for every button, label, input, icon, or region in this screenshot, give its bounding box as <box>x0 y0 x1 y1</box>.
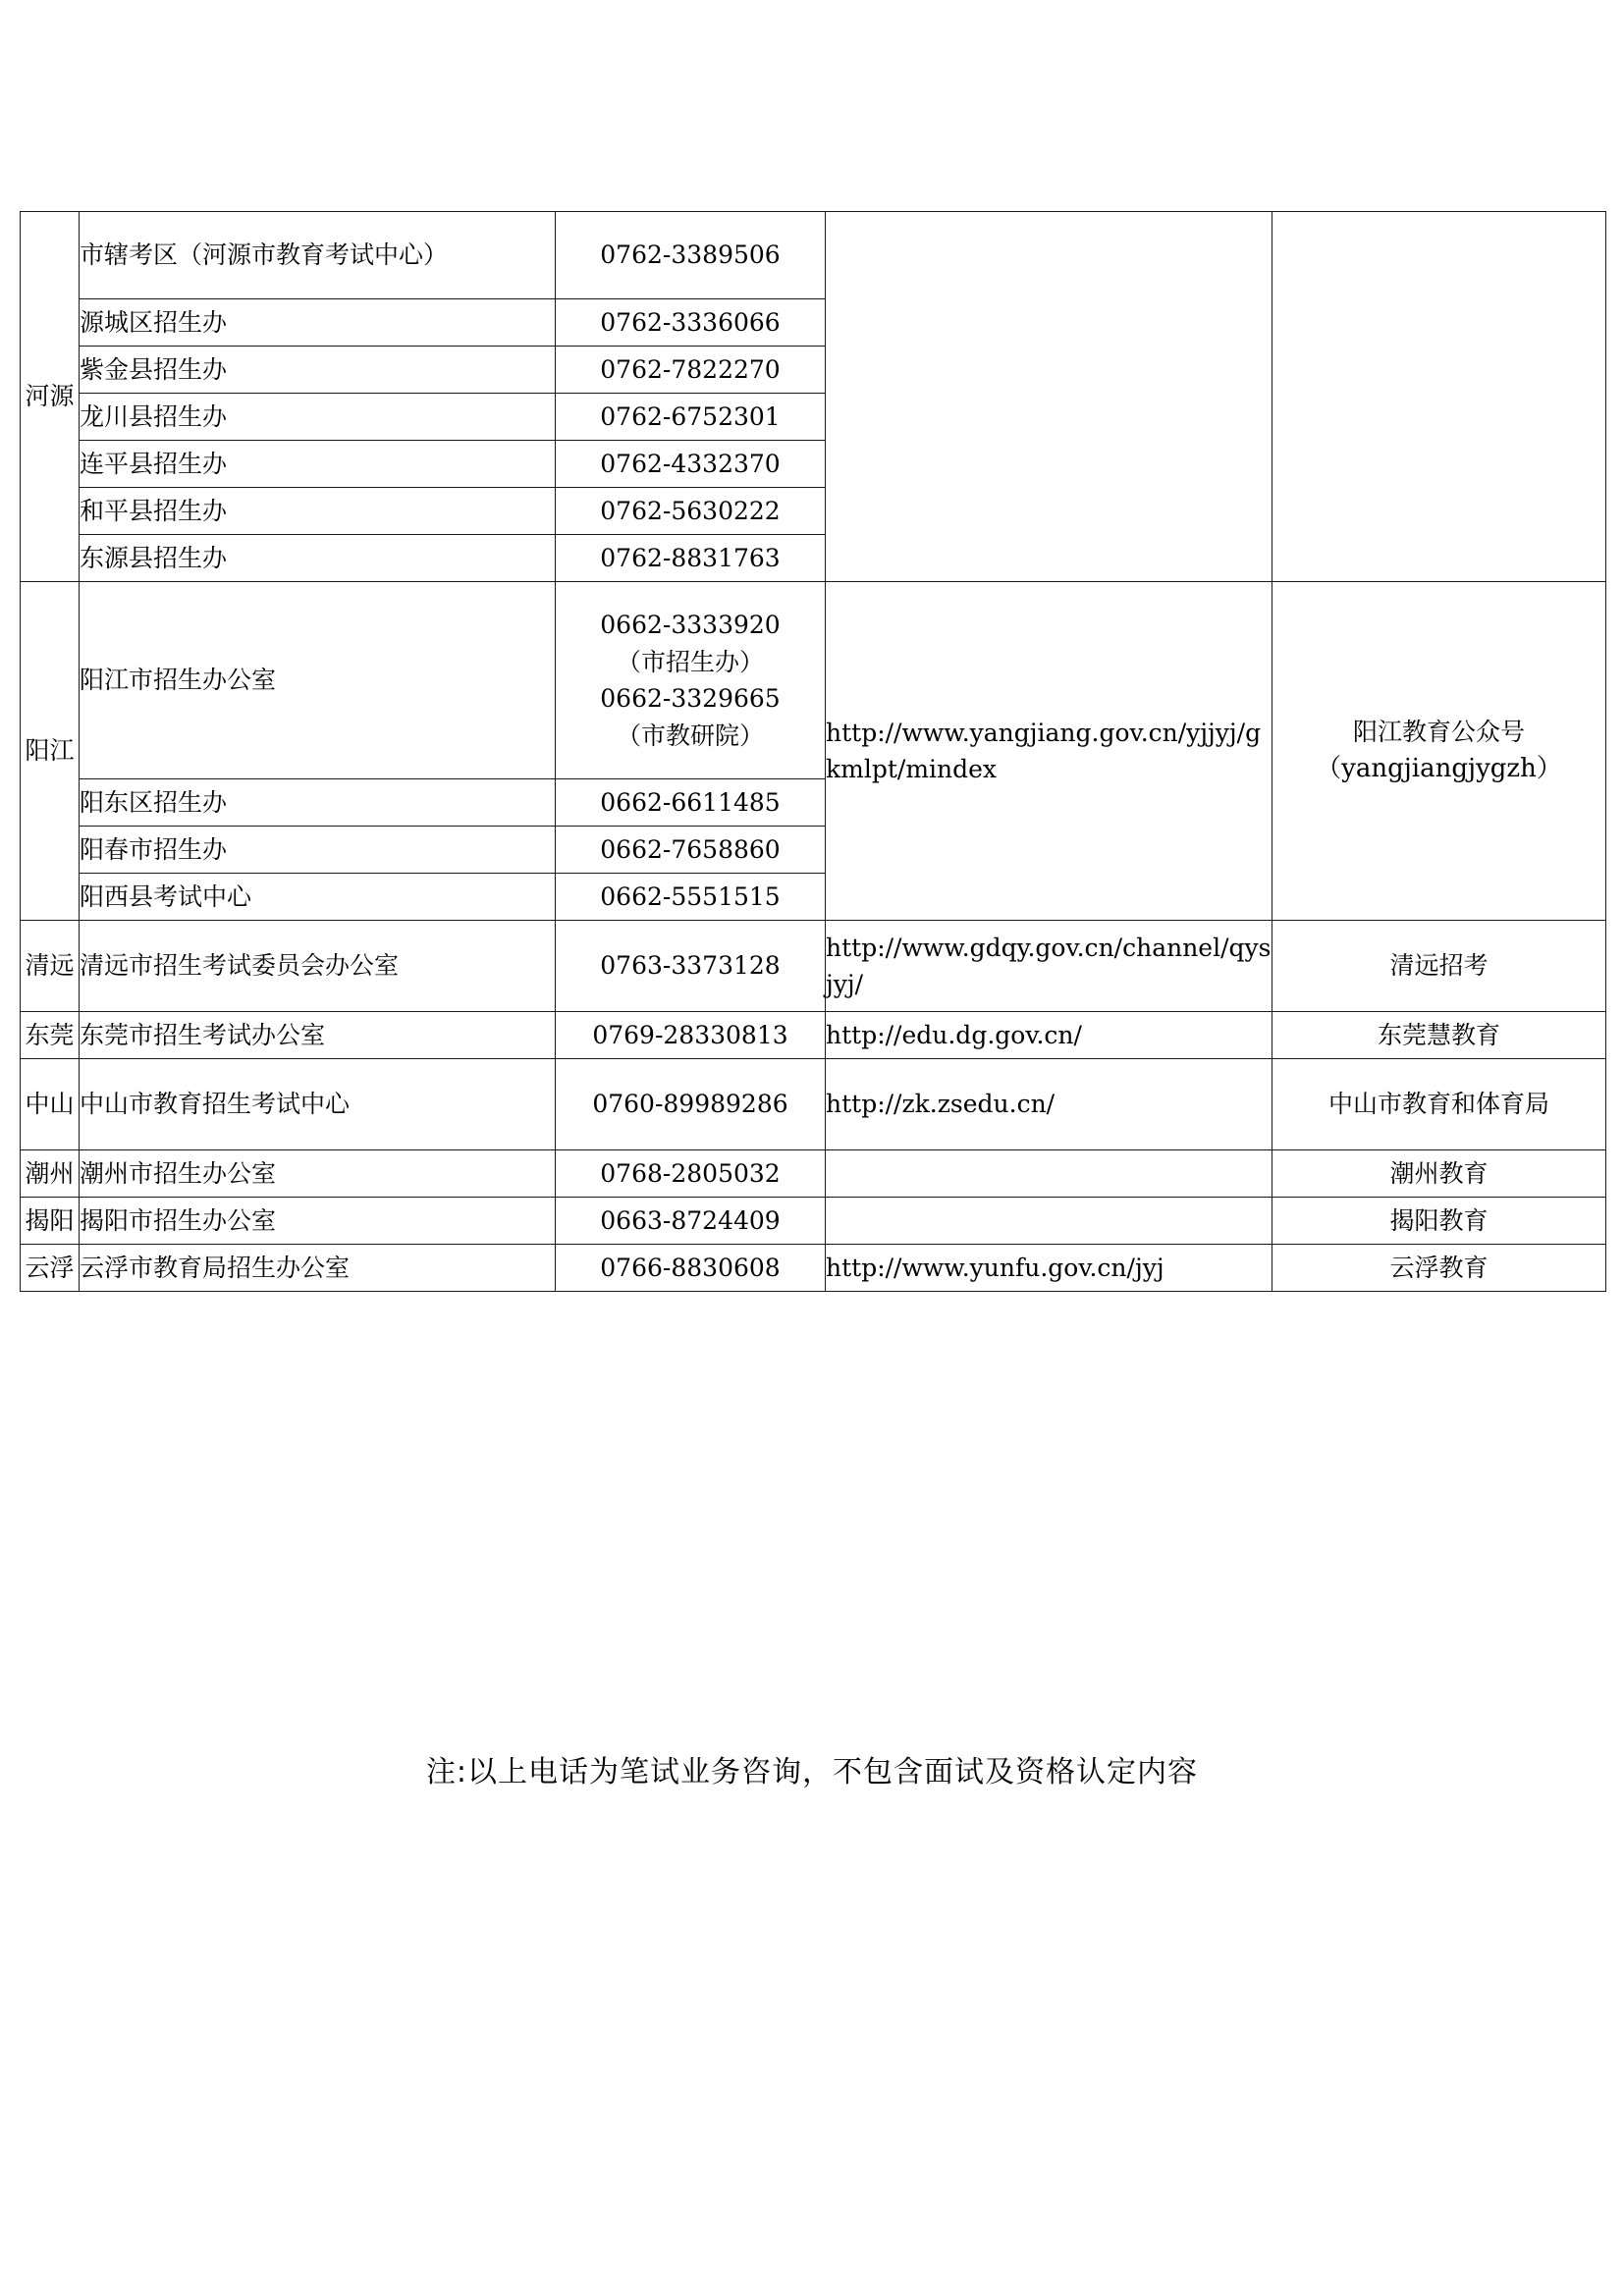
footnote-text: 注:以上电话为笔试业务咨询，不包含面试及资格认定内容 <box>425 1755 1199 1789</box>
office-cell: 阳东区招生办 <box>80 779 556 827</box>
phone-cell: 0762-6752301 <box>556 394 826 441</box>
url-cell[interactable]: http://www.yunfu.gov.cn/jyj <box>826 1245 1272 1292</box>
table-body <box>21 212 1606 1292</box>
wechat-cell: 中山市教育和体育局 <box>1272 1059 1606 1150</box>
table-row <box>21 582 1606 779</box>
wechat-cell <box>1272 212 1606 582</box>
phone-cell: 0762-7822270 <box>556 347 826 394</box>
url-cell <box>826 1150 1272 1198</box>
office-cell: 紫金县招生办 <box>80 347 556 394</box>
city-cell-qingyuan: 清远 <box>21 921 80 1012</box>
wechat-cell: 潮州教育 <box>1272 1150 1606 1198</box>
phone-cell-multiline <box>556 582 826 779</box>
table-row <box>21 1150 1606 1198</box>
office-cell: 潮州市招生办公室 <box>80 1150 556 1198</box>
table-row <box>21 1198 1606 1245</box>
url-cell <box>826 212 1272 582</box>
city-cell-yangjiang: 阳江 <box>21 582 80 921</box>
contact-table-container <box>20 211 1605 1292</box>
city-cell-jieyang: 揭阳 <box>21 1198 80 1245</box>
office-cell: 龙川县招生办 <box>80 394 556 441</box>
city-cell-chaozhou: 潮州 <box>21 1150 80 1198</box>
office-cell: 中山市教育招生考试中心 <box>80 1059 556 1150</box>
phone-cell: 0662-5551515 <box>556 874 826 921</box>
office-cell: 和平县招生办 <box>80 488 556 535</box>
wechat-cell <box>1272 582 1606 921</box>
phone-cell: 0762-3389506 <box>556 212 826 299</box>
url-cell[interactable]: http://edu.dg.gov.cn/ <box>826 1012 1272 1059</box>
wechat-id: （yangjiangjygzh） <box>1316 754 1562 784</box>
phone-line: 0662-3333920 <box>600 611 781 639</box>
office-cell: 揭阳市招生办公室 <box>80 1198 556 1245</box>
phone-cell: 0762-8831763 <box>556 535 826 582</box>
phone-cell: 0766-8830608 <box>556 1245 826 1292</box>
wechat-cell: 揭阳教育 <box>1272 1198 1606 1245</box>
url-cell[interactable]: http://zk.zsedu.cn/ <box>826 1059 1272 1150</box>
office-cell: 连平县招生办 <box>80 441 556 488</box>
phone-line: 0662-3329665 <box>600 684 781 713</box>
wechat-name: 阳江教育公众号 <box>1352 717 1525 746</box>
phone-cell: 0762-5630222 <box>556 488 826 535</box>
phone-cell: 0762-3336066 <box>556 299 826 347</box>
office-cell: 云浮市教育局招生办公室 <box>80 1245 556 1292</box>
office-cell: 东莞市招生考试办公室 <box>80 1012 556 1059</box>
phone-cell: 0760-89989286 <box>556 1059 826 1150</box>
city-cell-yunfu: 云浮 <box>21 1245 80 1292</box>
wechat-cell: 云浮教育 <box>1272 1245 1606 1292</box>
city-cell-zhongshan: 中山 <box>21 1059 80 1150</box>
office-cell: 市辖考区（河源市教育考试中心） <box>80 212 556 299</box>
phone-cell: 0769-28330813 <box>556 1012 826 1059</box>
office-cell: 清远市招生考试委员会办公室 <box>80 921 556 1012</box>
url-cell <box>826 1198 1272 1245</box>
table-row <box>21 212 1606 299</box>
table-row <box>21 1245 1606 1292</box>
phone-line-note: （市招生办） <box>616 647 764 676</box>
phone-cell: 0763-3373128 <box>556 921 826 1012</box>
table-row <box>21 921 1606 1012</box>
office-cell: 阳江市招生办公室 <box>80 582 556 779</box>
wechat-cell: 东莞慧教育 <box>1272 1012 1606 1059</box>
phone-cell: 0662-7658860 <box>556 827 826 874</box>
url-cell[interactable]: http://www.yangjiang.gov.cn/yjjyj/gkmlpt/mindex <box>826 582 1272 921</box>
city-cell-dongguan: 东莞 <box>21 1012 80 1059</box>
office-cell: 源城区招生办 <box>80 299 556 347</box>
office-cell: 东源县招生办 <box>80 535 556 582</box>
phone-line-note: （市教研院） <box>616 721 764 750</box>
table-row <box>21 1059 1606 1150</box>
phone-cell: 0762-4332370 <box>556 441 826 488</box>
office-cell: 阳西县考试中心 <box>80 874 556 921</box>
wechat-cell: 清远招考 <box>1272 921 1606 1012</box>
phone-cell: 0768-2805032 <box>556 1150 826 1198</box>
phone-cell: 0663-8724409 <box>556 1198 826 1245</box>
phone-cell: 0662-6611485 <box>556 779 826 827</box>
table-row <box>21 1012 1606 1059</box>
office-cell: 阳春市招生办 <box>80 827 556 874</box>
contact-table <box>20 211 1606 1292</box>
url-cell[interactable]: http://www.gdqy.gov.cn/channel/qysjyj/ <box>826 921 1272 1012</box>
city-cell-heyuan: 河源 <box>21 212 80 582</box>
